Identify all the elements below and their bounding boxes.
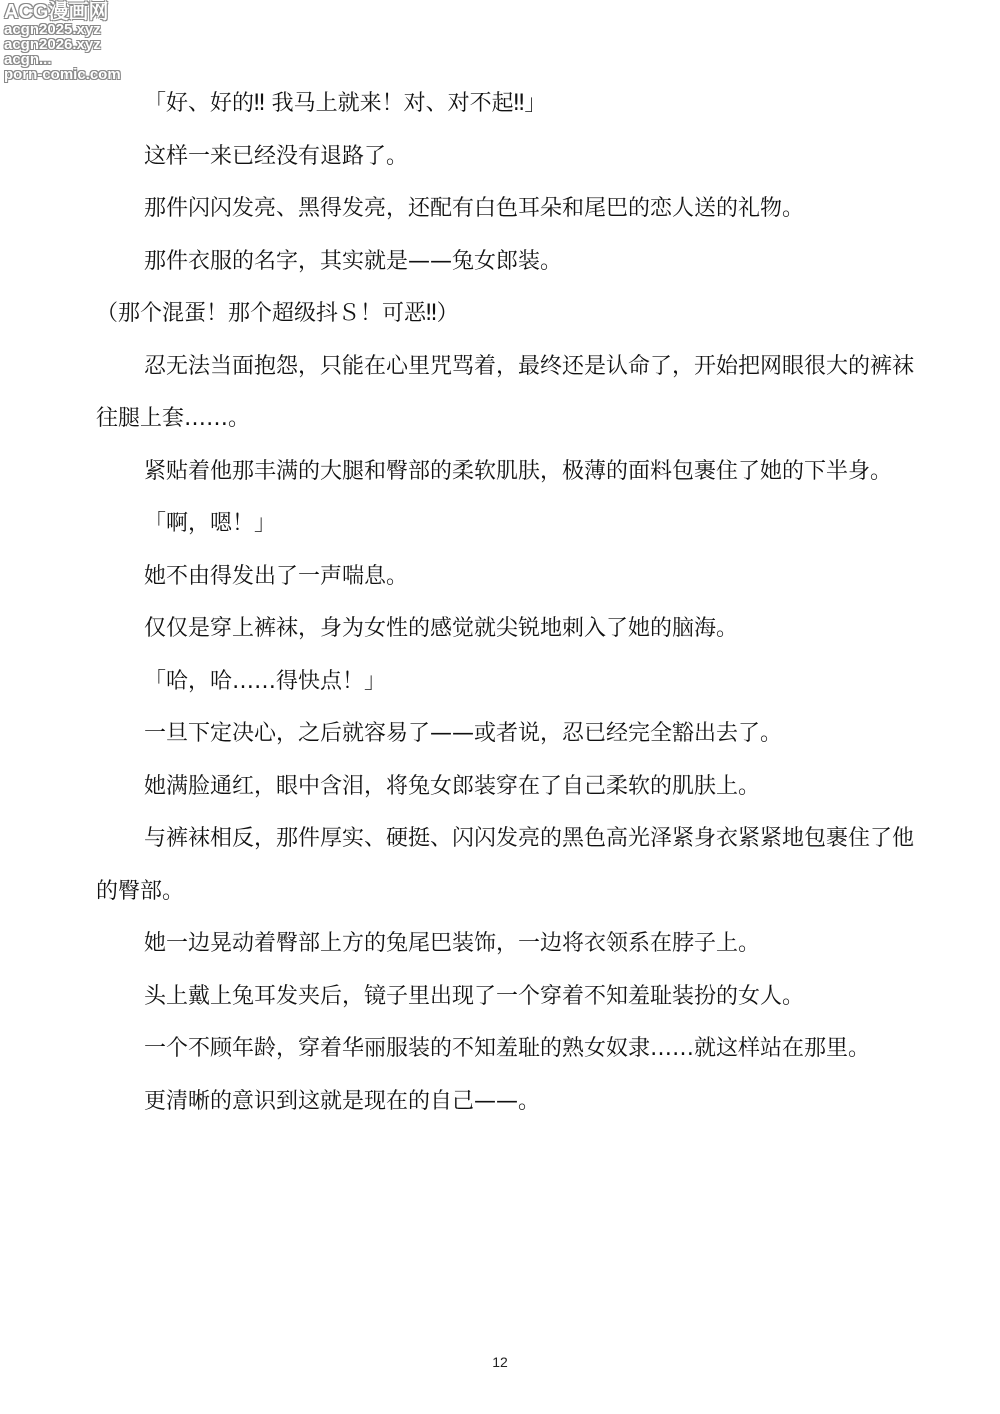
paragraph: 一个不顾年龄，穿着华丽服装的不知羞耻的熟女奴隶……就这样站在那里。 (144, 1036, 871, 1061)
paragraph: 与裤袜相反，那件厚实、硬挺、闪闪发亮的黑色高光泽紧身衣紧紧地包裹住了他的臀部。 (96, 826, 915, 904)
paragraph: 「哈，哈……得快点！」 (144, 668, 387, 694)
site-watermark (4, 2, 144, 82)
watermark-line: acgn2025.xyz (4, 21, 101, 38)
paragraph: 更清晰的意识到这就是现在的自己——。 (144, 1088, 541, 1114)
paragraph: 头上戴上兔耳发夹后，镜子里出现了一个穿着不知羞耻装扮的女人。 (144, 983, 805, 1009)
paragraph: 她一边晃动着臀部上方的兔尾巴装饰，一边将衣领系在脖子上。 (144, 931, 761, 956)
paragraph: 她满脸通红，眼中含泪，将兔女郎装穿在了自己柔软的肌肤上。 (144, 773, 761, 799)
paragraph: 「啊，嗯！」 (144, 511, 277, 536)
paragraph: 一旦下定决心，之后就容易了——或者说，忍已经完全豁出去了。 (144, 721, 783, 746)
paragraph: （那个混蛋！那个超级抖Ｓ！可恶‼） (96, 301, 459, 326)
paragraph: 那件闪闪发亮、黑得发亮，还配有白色耳朵和尾巴的恋人送的礼物。 (144, 196, 805, 221)
paragraph: 那件衣服的名字，其实就是——兔女郎装。 (144, 248, 563, 274)
page-number: 12 (492, 1354, 508, 1370)
paragraph: 她不由得发出了一声喘息。 (144, 563, 409, 589)
paragraph: 忍无法当面抱怨，只能在心里咒骂着，最终还是认命了，开始把网眼很大的裤袜往腿上套……。 (96, 353, 915, 431)
paragraph: 紧贴着他那丰满的大腿和臀部的柔软肌肤，极薄的面料包裹住了她的下半身。 (144, 458, 893, 484)
watermark-line: ACG漫画网 (4, 1, 109, 23)
watermark-line: porn-comic.com (4, 66, 121, 83)
paragraph: 「好、好的‼ 我马上就来！对、对不起‼」 (144, 91, 547, 116)
watermark-line: acgn2026.xyz (4, 36, 101, 53)
paragraph: 仅仅是穿上裤袜，身为女性的感觉就尖锐地刺入了她的脑海。 (144, 616, 739, 641)
watermark-line: acgn... (4, 51, 52, 68)
page-body-text (96, 78, 916, 1128)
paragraph: 这样一来已经没有退路了。 (144, 143, 409, 169)
